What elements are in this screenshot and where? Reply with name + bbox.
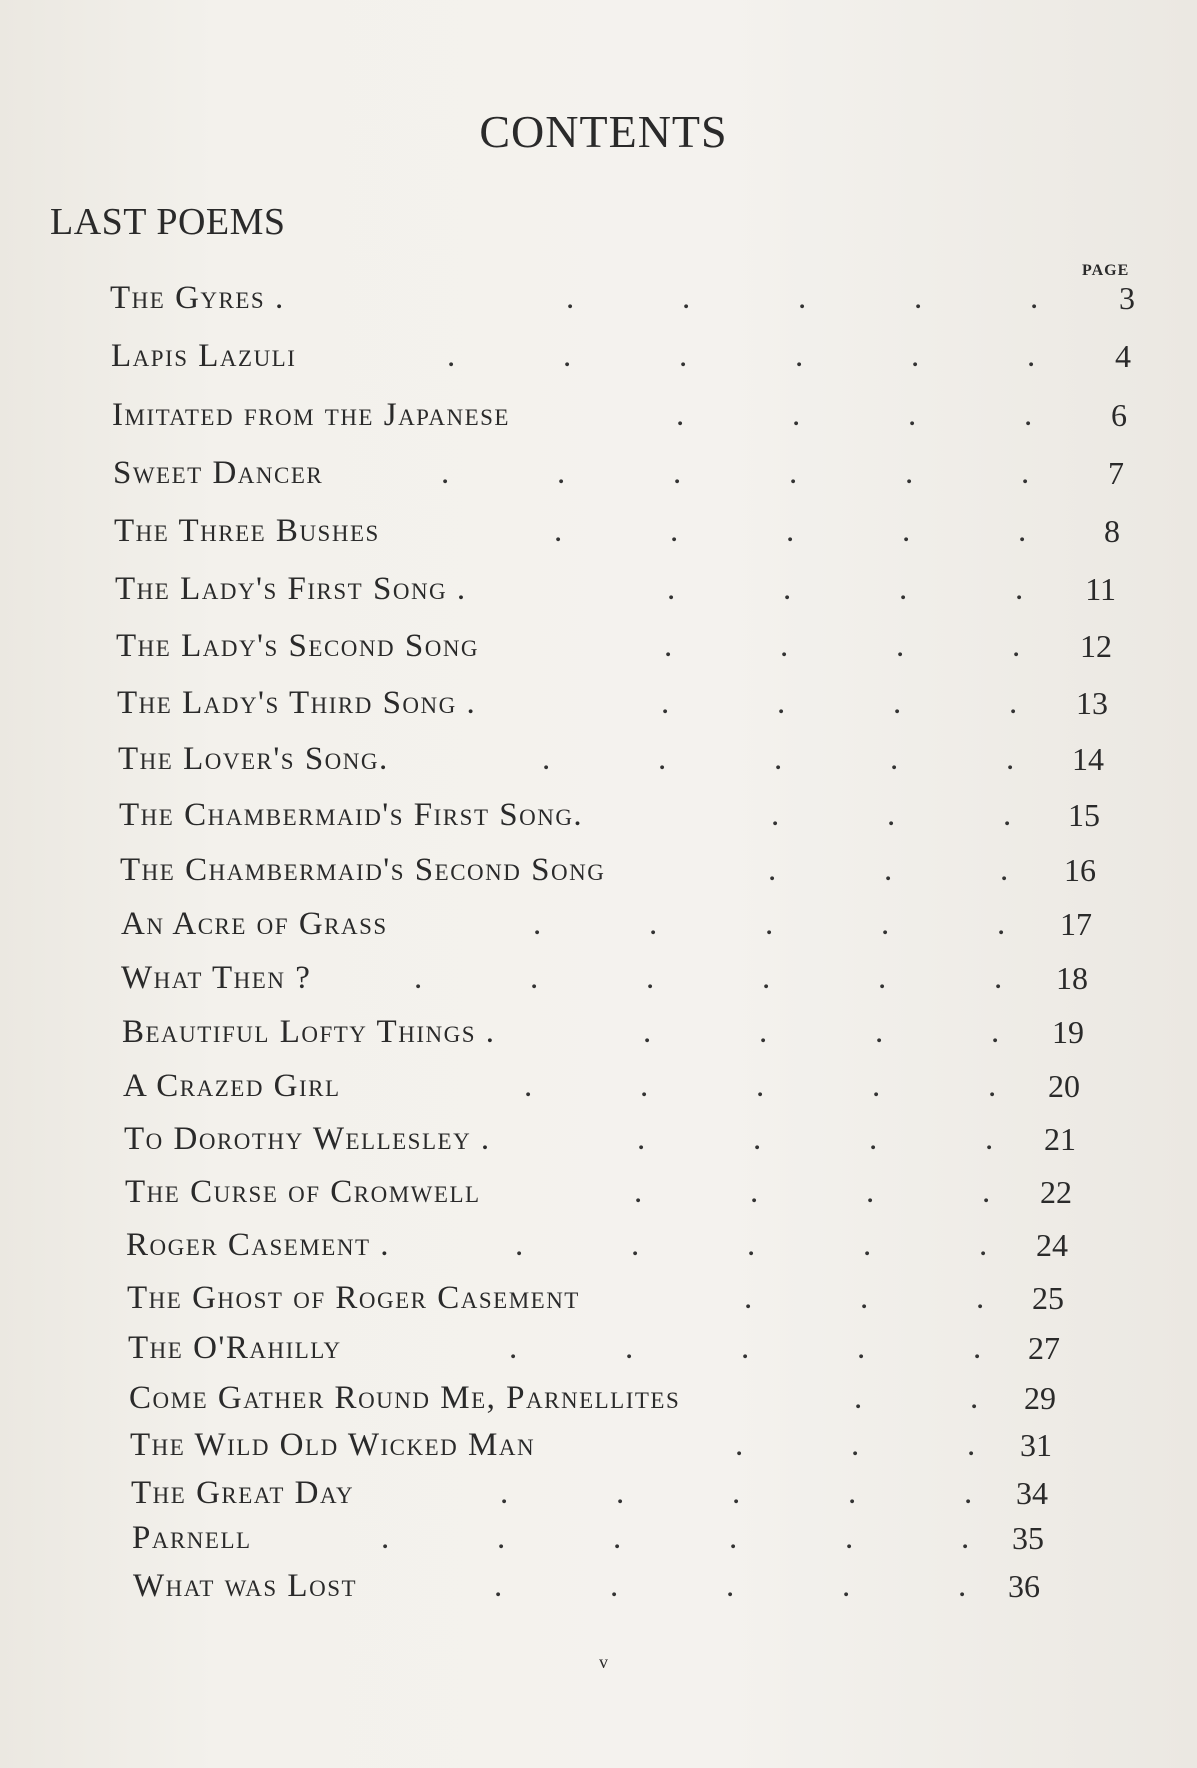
leader-dot: . xyxy=(979,1227,988,1263)
leader-dot: . xyxy=(566,280,575,316)
leader-dot: . xyxy=(881,906,890,942)
leader-dot: . xyxy=(1027,338,1036,374)
entry-page-number: 16 xyxy=(1064,852,1096,888)
leader-dot: . xyxy=(860,1280,869,1316)
leader-dot: . xyxy=(994,960,1003,996)
entry-title: The Gyres . xyxy=(110,280,285,316)
leader-dot: . xyxy=(795,338,804,374)
leader-dot: . xyxy=(964,1475,973,1511)
leader-dot: . xyxy=(640,1068,649,1104)
contents-entry xyxy=(0,960,1197,1000)
entry-title: Beautiful Lofty Things . xyxy=(122,1014,496,1050)
leader-dot: . xyxy=(988,1068,997,1104)
leader-dot: . xyxy=(774,741,783,777)
leader-dot: . xyxy=(557,455,566,491)
contents-entry xyxy=(0,571,1197,611)
leader-dot: . xyxy=(649,906,658,942)
leader-dot: . xyxy=(759,1014,768,1050)
entry-page-number: 31 xyxy=(1020,1427,1052,1463)
leader-dot: . xyxy=(631,1227,640,1263)
leader-dot: . xyxy=(610,1568,619,1604)
leader-dot: . xyxy=(863,1227,872,1263)
contents-entry xyxy=(0,1121,1197,1161)
leader-dot: . xyxy=(857,1330,866,1366)
entry-title: The Great Day xyxy=(131,1475,355,1511)
leader-dot: . xyxy=(441,455,450,491)
contents-entry xyxy=(0,906,1197,946)
leader-dot: . xyxy=(634,1174,643,1210)
leader-dot: . xyxy=(741,1330,750,1366)
entry-title: The Curse of Cromwell xyxy=(125,1174,481,1210)
contents-entry xyxy=(0,455,1197,495)
leader-dot: . xyxy=(753,1121,762,1157)
leader-dot: . xyxy=(970,1380,979,1416)
leader-dot: . xyxy=(554,513,563,549)
leader-dot: . xyxy=(997,906,1006,942)
leader-dot: . xyxy=(1021,455,1030,491)
entry-page-number: 18 xyxy=(1056,960,1088,996)
leader-dot: . xyxy=(765,906,774,942)
leader-dot: . xyxy=(771,797,780,833)
leader-dot: . xyxy=(643,1014,652,1050)
leader-dot: . xyxy=(911,338,920,374)
leader-dot: . xyxy=(494,1568,503,1604)
entry-title: The Lady's First Song . xyxy=(115,571,467,607)
leader-dot: . xyxy=(658,741,667,777)
entry-title: The Chambermaid's Second Song xyxy=(120,852,606,888)
leader-dot: . xyxy=(414,960,423,996)
entry-title: Parnell xyxy=(132,1520,252,1556)
leader-dot: . xyxy=(497,1520,506,1556)
entry-title: The Chambermaid's First Song. xyxy=(119,797,584,833)
entry-page-number: 14 xyxy=(1072,741,1104,777)
leader-dot: . xyxy=(750,1174,759,1210)
leader-dot: . xyxy=(756,1068,765,1104)
entry-title: The Three Bushes xyxy=(114,513,380,549)
leader-dot: . xyxy=(893,685,902,721)
entry-page-number: 6 xyxy=(1111,397,1127,433)
entry-title: To Dorothy Wellesley . xyxy=(124,1121,491,1157)
entry-title: Come Gather Round Me, Parnellites xyxy=(129,1380,681,1416)
leader-dot: . xyxy=(872,1068,881,1104)
leader-dot: . xyxy=(884,852,893,888)
leader-dot: . xyxy=(1015,571,1024,607)
leader-dot: . xyxy=(1009,685,1018,721)
leader-dot: . xyxy=(902,513,911,549)
leader-dot: . xyxy=(896,628,905,664)
leader-dot: . xyxy=(908,397,917,433)
leader-dot: . xyxy=(890,741,899,777)
leader-dot: . xyxy=(899,571,908,607)
entry-page-number: 7 xyxy=(1108,455,1124,491)
contents-entry xyxy=(0,741,1197,781)
leader-dot: . xyxy=(780,628,789,664)
leader-dot: . xyxy=(726,1568,735,1604)
leader-dot: . xyxy=(854,1380,863,1416)
leader-dot: . xyxy=(976,1280,985,1316)
page-folio: v xyxy=(599,1652,608,1672)
leader-dot: . xyxy=(991,1014,1000,1050)
leader-dot: . xyxy=(792,397,801,433)
leader-dot: . xyxy=(509,1330,518,1366)
leader-dot: . xyxy=(747,1227,756,1263)
contents-entry xyxy=(0,397,1197,437)
leader-dot: . xyxy=(664,628,673,664)
leader-dot: . xyxy=(670,513,679,549)
entry-title: The O'Rahilly xyxy=(128,1330,342,1366)
leader-dot: . xyxy=(637,1121,646,1157)
leader-dot: . xyxy=(878,960,887,996)
leader-dot: . xyxy=(914,280,923,316)
entry-page-number: 27 xyxy=(1028,1330,1060,1366)
leader-dot: . xyxy=(1003,797,1012,833)
entry-page-number: 8 xyxy=(1104,513,1120,549)
leader-dot: . xyxy=(869,1121,878,1157)
leader-dot: . xyxy=(524,1068,533,1104)
leader-dot: . xyxy=(625,1330,634,1366)
entry-title: A Crazed Girl xyxy=(123,1068,341,1104)
leader-dot: . xyxy=(789,455,798,491)
leader-dot: . xyxy=(676,397,685,433)
leader-dot: . xyxy=(533,906,542,942)
leader-dot: . xyxy=(616,1475,625,1511)
leader-dot: . xyxy=(682,280,691,316)
entry-page-number: 25 xyxy=(1032,1280,1064,1316)
entry-page-number: 4 xyxy=(1115,338,1131,374)
leader-dot: . xyxy=(744,1280,753,1316)
leader-dot: . xyxy=(866,1174,875,1210)
contents-entry xyxy=(0,1520,1197,1560)
entry-page-number: 24 xyxy=(1036,1227,1068,1263)
entry-page-number: 11 xyxy=(1085,571,1116,607)
contents-entry xyxy=(0,852,1197,892)
leader-dot: . xyxy=(958,1568,967,1604)
contents-entry xyxy=(0,685,1197,725)
entry-page-number: 19 xyxy=(1052,1014,1084,1050)
entry-title: Lapis Lazuli xyxy=(111,338,297,374)
entry-page-number: 34 xyxy=(1016,1475,1048,1511)
leader-dot: . xyxy=(1030,280,1039,316)
entry-page-number: 13 xyxy=(1076,685,1108,721)
page-column-label: PAGE xyxy=(1082,262,1130,279)
contents-entry xyxy=(0,1427,1197,1467)
entry-page-number: 22 xyxy=(1040,1174,1072,1210)
leader-dot: . xyxy=(1006,741,1015,777)
leader-dot: . xyxy=(875,1014,884,1050)
contents-entry xyxy=(0,628,1197,668)
leader-dot: . xyxy=(973,1330,982,1366)
entry-title: What was Lost xyxy=(133,1568,358,1604)
leader-dot: . xyxy=(563,338,572,374)
entry-page-number: 15 xyxy=(1068,797,1100,833)
leader-dot: . xyxy=(842,1568,851,1604)
leader-dot: . xyxy=(729,1520,738,1556)
contents-heading: CONTENTS xyxy=(479,106,728,157)
leader-dot: . xyxy=(777,685,786,721)
leader-dot: . xyxy=(1012,628,1021,664)
leader-dot: . xyxy=(542,741,551,777)
leader-dot: . xyxy=(762,960,771,996)
leader-dot: . xyxy=(735,1427,744,1463)
leader-dot: . xyxy=(848,1475,857,1511)
leader-dot: . xyxy=(661,685,670,721)
entry-title: The Ghost of Roger Casement xyxy=(127,1280,580,1316)
entry-page-number: 29 xyxy=(1024,1380,1056,1416)
entry-title: Roger Casement . xyxy=(126,1227,390,1263)
leader-dot: . xyxy=(500,1475,509,1511)
contents-entry xyxy=(0,1380,1197,1420)
leader-dot: . xyxy=(845,1520,854,1556)
entry-title: The Wild Old Wicked Man xyxy=(130,1427,536,1463)
leader-dot: . xyxy=(613,1520,622,1556)
entry-page-number: 3 xyxy=(1119,280,1135,316)
entry-page-number: 17 xyxy=(1060,906,1092,942)
leader-dot: . xyxy=(679,338,688,374)
leader-dot: . xyxy=(786,513,795,549)
entry-title: The Lover's Song. xyxy=(118,741,389,777)
entry-title: Imitated from the Japanese xyxy=(112,397,510,433)
entry-title: What Then ? xyxy=(121,960,312,996)
contents-entry xyxy=(0,280,1197,320)
contents-entry xyxy=(0,1475,1197,1515)
entry-page-number: 20 xyxy=(1048,1068,1080,1104)
leader-dot: . xyxy=(1000,852,1009,888)
entry-title: The Lady's Third Song . xyxy=(117,685,477,721)
leader-dot: . xyxy=(530,960,539,996)
leader-dot: . xyxy=(967,1427,976,1463)
leader-dot: . xyxy=(732,1475,741,1511)
contents-entry xyxy=(0,513,1197,553)
leader-dot: . xyxy=(798,280,807,316)
contents-entry xyxy=(0,1568,1197,1608)
leader-dot: . xyxy=(851,1427,860,1463)
leader-dot: . xyxy=(646,960,655,996)
leader-dot: . xyxy=(887,797,896,833)
leader-dot: . xyxy=(1018,513,1027,549)
entry-title: The Lady's Second Song xyxy=(116,628,480,664)
entry-page-number: 35 xyxy=(1012,1520,1044,1556)
leader-dot: . xyxy=(381,1520,390,1556)
contents-entry xyxy=(0,1068,1197,1108)
leader-dot: . xyxy=(961,1520,970,1556)
entry-page-number: 12 xyxy=(1080,628,1112,664)
leader-dot: . xyxy=(783,571,792,607)
leader-dot: . xyxy=(673,455,682,491)
leader-dot: . xyxy=(1024,397,1033,433)
entry-title: Sweet Dancer xyxy=(113,455,324,491)
leader-dot: . xyxy=(905,455,914,491)
leader-dot: . xyxy=(985,1121,994,1157)
contents-entry xyxy=(0,797,1197,837)
leader-dot: . xyxy=(667,571,676,607)
leader-dot: . xyxy=(515,1227,524,1263)
entry-page-number: 36 xyxy=(1008,1568,1040,1604)
entry-page-number: 21 xyxy=(1044,1121,1076,1157)
contents-entry xyxy=(0,1174,1197,1214)
leader-dot: . xyxy=(447,338,456,374)
contents-entry xyxy=(0,1014,1197,1054)
contents-entry xyxy=(0,338,1197,378)
entry-title: An Acre of Grass xyxy=(121,906,388,942)
leader-dot: . xyxy=(982,1174,991,1210)
contents-entry xyxy=(0,1227,1197,1267)
contents-entry xyxy=(0,1280,1197,1320)
section-heading: LAST POEMS xyxy=(50,201,286,243)
leader-dot: . xyxy=(768,852,777,888)
contents-entry xyxy=(0,1330,1197,1370)
